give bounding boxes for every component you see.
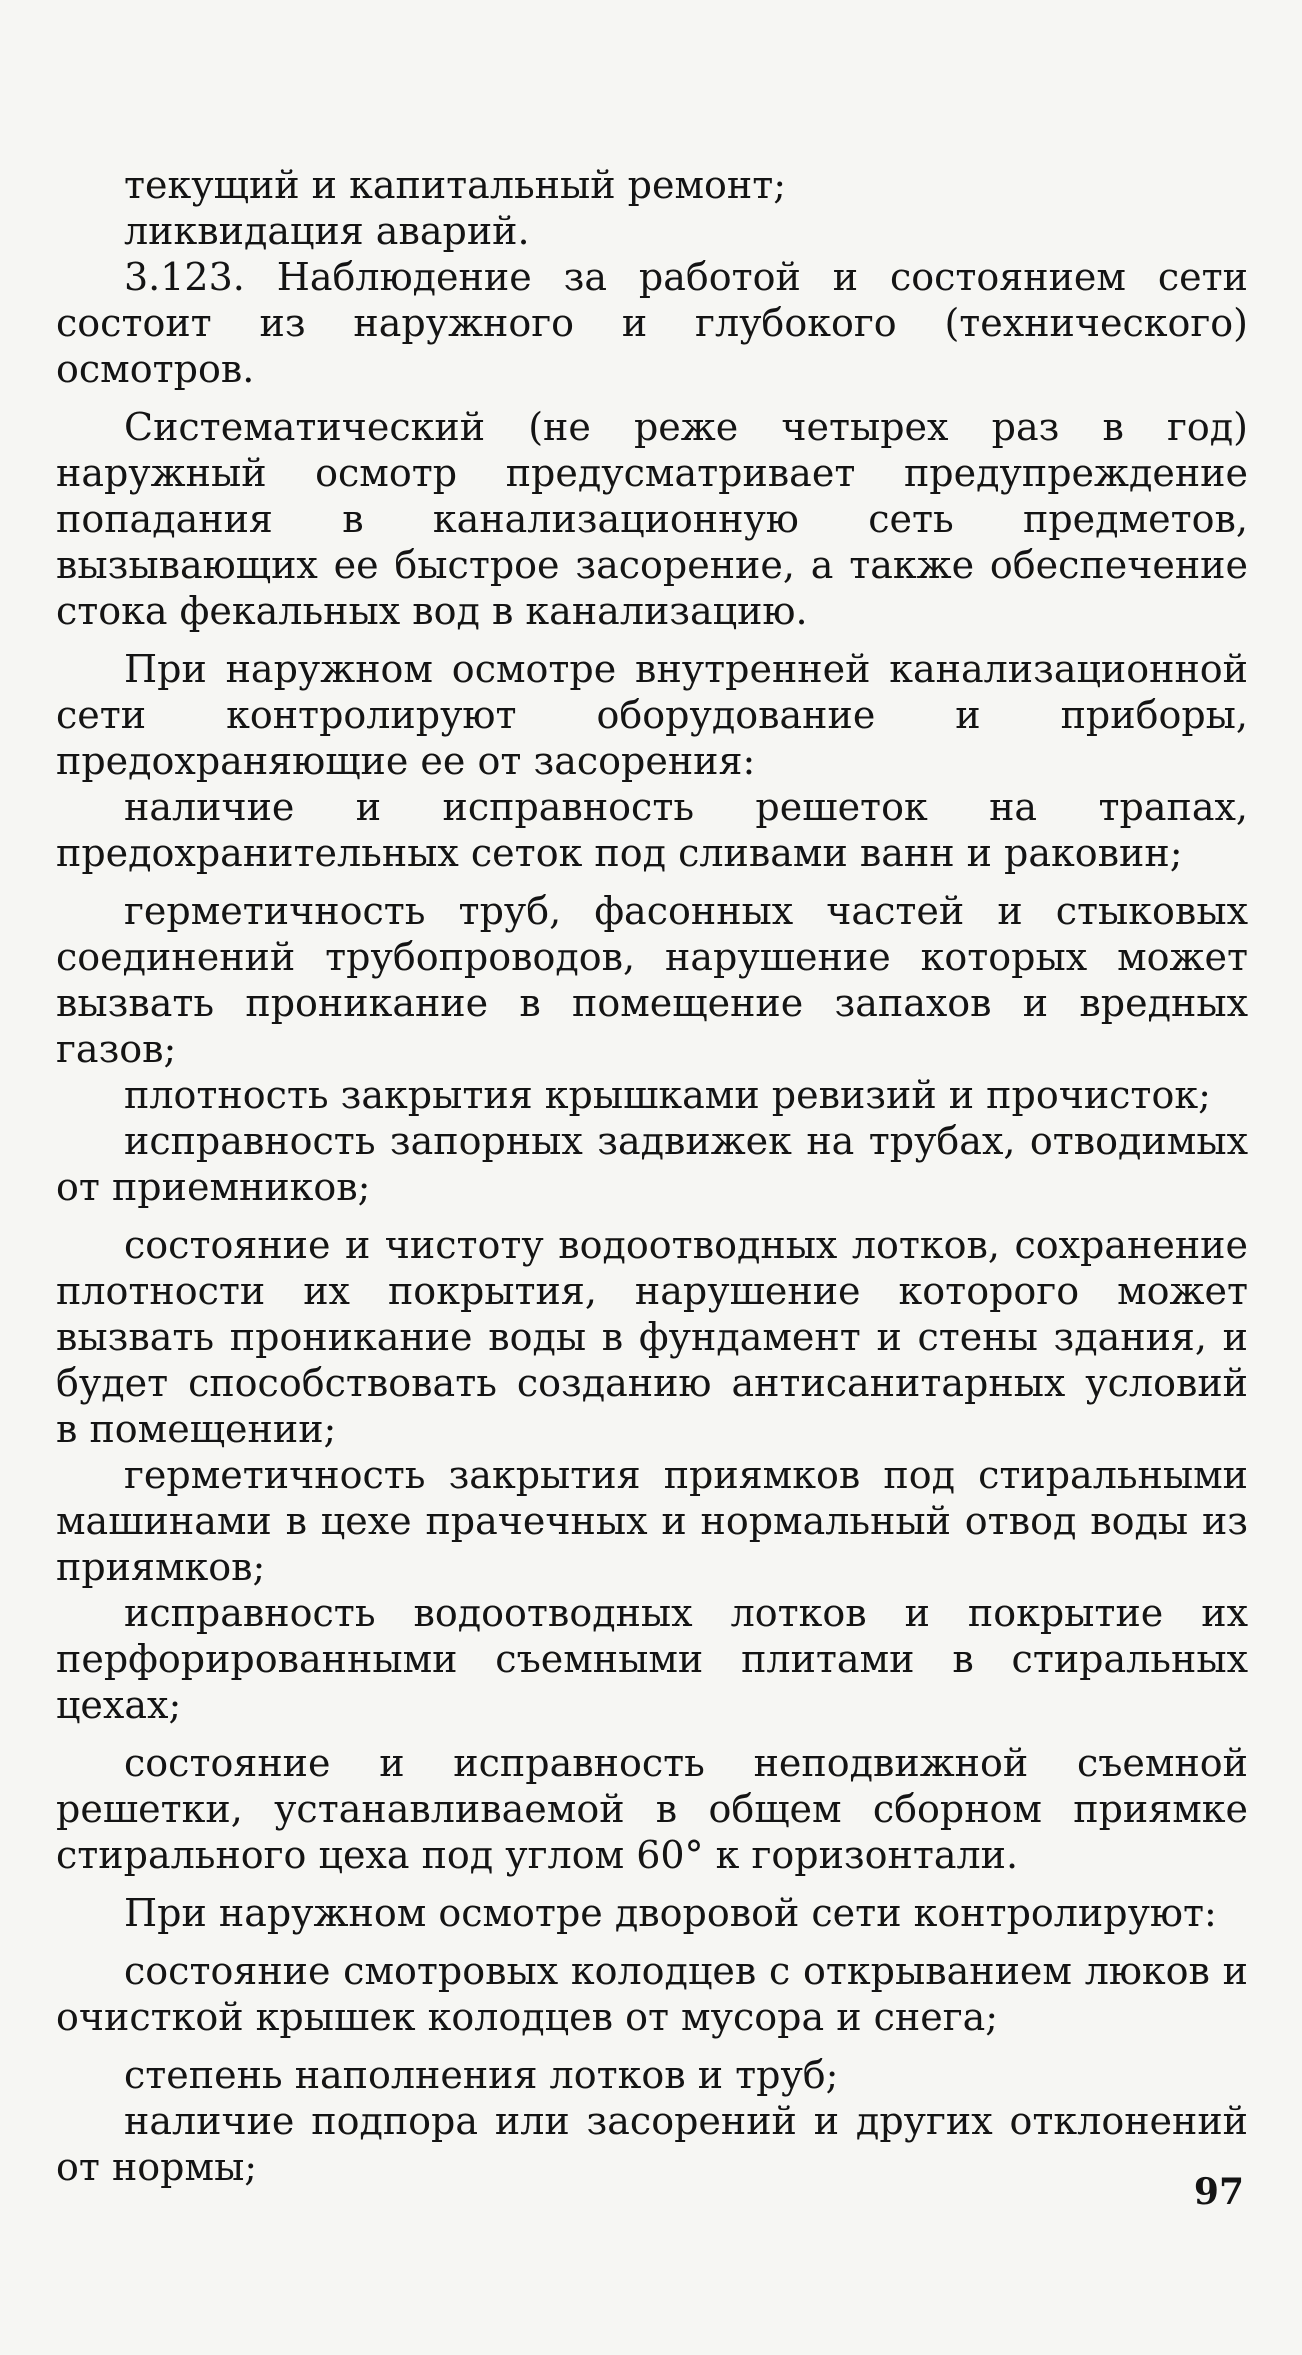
list-item-trays: состояние и чистоту водоотводных лотков, сохранение плотности их покрытия, нарушение которого может вызвать проникание воды в фундамент и стены здания, и будет способствовать созданию антисанитарных условий в помещении;	[56, 1223, 1248, 1451]
list-item-gratings: наличие и исправность решеток на трапах, предохранительных сеток под сливами ванн и раковин;	[56, 785, 1248, 875]
list-item-manholes: состояние смотровых колодцев с открыванием люков и очисткой крышек колодцев от мусора и снега;	[56, 1949, 1248, 2039]
list-item-valves: исправность запорных задвижек на трубах, отводимых от приемников;	[56, 1119, 1248, 1209]
body-text	[56, 162, 1248, 2190]
paragraph-external-inspection: Систематический (не реже четырех раз в год) наружный осмотр предусматривает предупреждение попадания в канализационную сеть предметов, вызывающих ее быстрое засорение, а также обеспечение стока фекальных вод в канализацию.	[56, 405, 1248, 633]
paragraph-internal-network: При наружном осмотре внутренней канализационной сети контролируют оборудование и приборы, предохраняющие ее от засорения:	[56, 647, 1248, 783]
list-item-filling: степень наполнения лотков и труб;	[124, 2053, 839, 2097]
clause-3-123: 3.123. Наблюдение за работой и состоянием сети состоит из наружного и глубокого (технического) осмотров.	[56, 255, 1248, 391]
list-item-pipe-tightness: герметичность труб, фасонных частей и стыковых соединений трубопроводов, нарушение которых может вызвать проникание в помещение запахов и вредных газов;	[56, 889, 1248, 1071]
list-item-repair: текущий и капитальный ремонт;	[124, 163, 787, 207]
list-item-accidents: ликвидация аварий.	[124, 209, 530, 253]
list-item-perforated-plates: исправность водоотводных лотков и покрытие их перфорированными съемными плитами в стиральных цехах;	[56, 1591, 1248, 1727]
list-item-pits: герметичность закрытия приямков под стиральными машинами в цехе прачечных и нормальный отвод воды из приямков;	[56, 1453, 1248, 1589]
page-number: 97	[1193, 2171, 1244, 2213]
list-item-blockages: наличие подпора или засорений и других отклонений от нормы;	[56, 2099, 1248, 2189]
list-item-grating-angle: состояние и исправность неподвижной съемной решетки, устанавливаемой в общем сборном приямке стирального цеха под углом 60° к горизонтали.	[56, 1741, 1248, 1877]
paragraph-yard-network: При наружном осмотре дворовой сети контролируют:	[124, 1891, 1217, 1935]
list-item-covers: плотность закрытия крышками ревизий и прочисток;	[124, 1073, 1211, 1117]
